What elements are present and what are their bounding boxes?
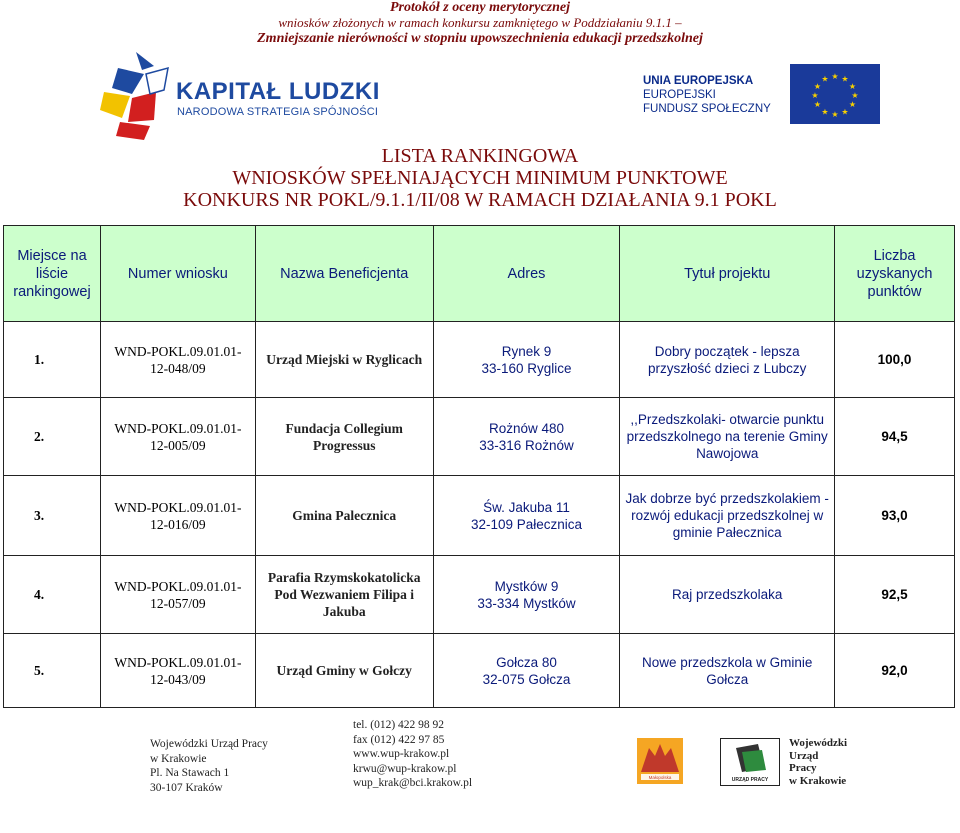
row-project: Nowe przedszkola w Gminie Gołcza	[620, 634, 835, 708]
footer-address-line: 30-107 Kraków	[150, 781, 223, 794]
row-beneficiary: Gmina Palecznica	[255, 476, 433, 556]
footer-contact	[353, 718, 472, 791]
row-number-part-2: 12-005/09	[150, 437, 206, 453]
row-beneficiary: Urząd Miejski w Ryglicach	[255, 322, 433, 398]
wup-name-line-4: w Krakowie	[789, 774, 847, 787]
table-row	[4, 634, 955, 708]
footer-address	[150, 737, 268, 795]
svg-text:★: ★	[851, 91, 859, 100]
row-address-street: Św. Jakuba 11	[483, 499, 570, 515]
row-points: 93,0	[835, 476, 955, 556]
svg-text:★: ★	[831, 72, 839, 81]
row-address	[433, 322, 620, 398]
wup-name-line-1: Wojewódzki	[789, 737, 848, 749]
row-address-street: Rynek 9	[501, 343, 552, 359]
ranking-title-line-3: KONKURS NR POKL/9.1.1/II/08 W RAMACH DZIAŁANIA 9.1 POKL	[183, 189, 777, 211]
row-number-part-2: 12-048/09	[150, 360, 206, 376]
row-number-part-1: WND-POKL.09.01.01-	[114, 343, 242, 359]
malopolska-logo-label: Małopolska	[648, 775, 672, 780]
row-number-part-1: WND-POKL.09.01.01-	[114, 420, 242, 436]
eu-line-3: FUNDUSZ SPOŁECZNY	[643, 103, 771, 115]
header-beneficiary: Nazwa Beneficjenta	[255, 226, 433, 322]
protocol-subtitle-2: Zmniejszanie nierówności w stopniu upowszechnienia edukacji przedszkolnej	[257, 31, 703, 46]
row-number-part-1: WND-POKL.09.01.01-	[114, 654, 242, 670]
row-project: Raj przedszkolaka	[620, 556, 835, 634]
row-address-street: Mystków 9	[494, 578, 559, 594]
row-place: 4.	[4, 556, 101, 634]
eu-line-2: EUROPEJSKI	[643, 89, 716, 101]
table-row	[4, 556, 955, 634]
row-project: Jak dobrze być przedszkolakiem - rozwój edukacji przedszkolnej w gminie Pałecznica	[620, 476, 835, 556]
row-place: 2.	[4, 398, 101, 476]
row-number	[100, 398, 255, 476]
header-points: Liczba uzyskanych punktów	[835, 226, 955, 322]
table-row	[4, 398, 955, 476]
row-number-part-1: WND-POKL.09.01.01-	[114, 578, 242, 594]
svg-text:★: ★	[813, 82, 822, 91]
wup-logo-label: URZĄD PRACY	[731, 777, 769, 783]
row-address	[433, 476, 620, 556]
wup-name-line-2: Urząd	[789, 749, 819, 762]
table-header-row	[4, 226, 955, 322]
row-address-city: 33-334 Mystków	[477, 595, 576, 611]
row-address-city: 33-160 Ryglice	[481, 360, 572, 376]
row-place: 1.	[4, 322, 101, 398]
footer-address-line: Wojewódzki Urząd Pracy	[150, 738, 268, 750]
row-beneficiary: Urząd Gminy w Gołczy	[255, 634, 433, 708]
svg-text:★: ★	[811, 91, 819, 100]
wup-name-line-3: Pracy	[789, 762, 817, 774]
eu-label	[643, 74, 771, 116]
row-points: 92,5	[835, 556, 955, 634]
row-number	[100, 476, 255, 556]
svg-text:★: ★	[813, 100, 822, 109]
eu-line-1: UNIA EUROPEJSKA	[643, 75, 754, 87]
row-place: 5.	[4, 634, 101, 708]
ranking-table	[3, 225, 955, 708]
wup-name	[789, 737, 847, 787]
ranking-title-line-2: WNIOSKÓW SPEŁNIAJĄCYCH MINIMUM PUNKTOWE	[232, 167, 728, 189]
wup-logo-icon	[720, 738, 780, 786]
ranking-title-line-1: LISTA RANKINGOWA	[381, 145, 579, 167]
row-address-city: 32-109 Pałecznica	[470, 516, 583, 532]
row-beneficiary: Parafia Rzymskokatolicka Pod Wezwaniem Filipa i Jakuba	[255, 556, 433, 634]
table-row	[4, 476, 955, 556]
row-number-part-2: 12-016/09	[150, 516, 206, 532]
row-address	[433, 556, 620, 634]
row-points: 100,0	[835, 322, 955, 398]
row-address-city: 32-075 Gołcza	[482, 671, 571, 687]
table-row	[4, 322, 955, 398]
row-points: 94,5	[835, 398, 955, 476]
row-number-part-2: 12-057/09	[150, 595, 206, 611]
kapital-ludzki-title: KAPITAŁ LUDZKI	[176, 78, 380, 105]
row-project: Dobry początek - lepsza przyszłość dzieci z Lubczy	[620, 322, 835, 398]
svg-text:★: ★	[841, 107, 849, 117]
footer-website-link[interactable]: www.wup-krakow.pl	[353, 748, 450, 760]
row-beneficiary: Fundacja Collegium Progressus	[255, 398, 433, 476]
footer-email-link[interactable]: krwu@wup-krakow.pl	[353, 762, 457, 775]
svg-text:★: ★	[848, 100, 857, 109]
row-address	[433, 398, 620, 476]
row-number-part-2: 12-043/09	[150, 671, 206, 687]
kapital-ludzki-subtitle: NARODOWA STRATEGIA SPÓJNOŚCI	[177, 106, 379, 118]
eu-flag-icon	[790, 64, 880, 124]
header-project: Tytuł projektu	[620, 226, 835, 322]
header-address: Adres	[433, 226, 620, 322]
row-address-city: 33-316 Rożnów	[479, 437, 574, 453]
row-place: 3.	[4, 476, 101, 556]
protocol-title: Protokół z oceny merytorycznej	[389, 0, 571, 15]
footer-address-line: Pl. Na Stawach 1	[150, 767, 230, 779]
kapital-ludzki-logo-icon	[98, 48, 180, 140]
svg-text:★: ★	[841, 74, 849, 84]
row-points: 92,0	[835, 634, 955, 708]
header-place: Miejsce na liście rankingowej	[4, 226, 101, 322]
footer-phone: tel. (012) 422 98 92	[353, 719, 445, 731]
header-number: Numer wniosku	[100, 226, 255, 322]
row-number	[100, 556, 255, 634]
row-address-street: Gołcza 80	[496, 654, 557, 670]
malopolska-logo-icon	[637, 738, 683, 784]
svg-text:★: ★	[848, 82, 857, 91]
row-address-street: Rożnów 480	[488, 420, 565, 436]
svg-text:★: ★	[831, 110, 839, 119]
row-number	[100, 322, 255, 398]
row-number	[100, 634, 255, 708]
footer-fax: fax (012) 422 97 85	[353, 733, 445, 746]
svg-text:★: ★	[821, 107, 829, 117]
footer-email-link-2[interactable]: wup_krak@bci.krakow.pl	[353, 777, 473, 789]
svg-text:★: ★	[821, 74, 829, 84]
protocol-subtitle: wniosków złożonych w ramach konkursu zamkniętego w Poddziałaniu 9.1.1 –	[278, 15, 682, 30]
row-number-part-1: WND-POKL.09.01.01-	[114, 499, 242, 515]
row-address	[433, 634, 620, 708]
row-project: ,,Przedszkolaki- otwarcie punktu przedszkolnego na terenie Gminy Nawojowa	[620, 398, 835, 476]
footer-address-line: w Krakowie	[150, 752, 207, 765]
